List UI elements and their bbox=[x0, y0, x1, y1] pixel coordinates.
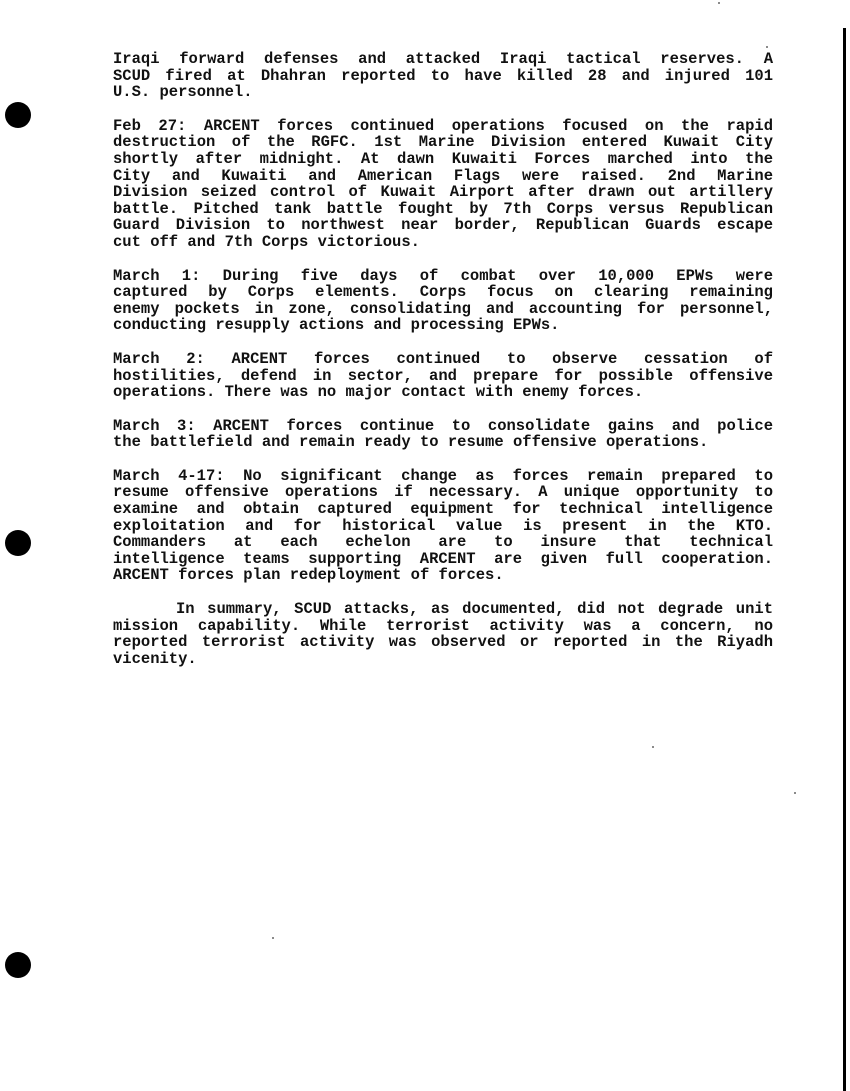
scan-speck bbox=[272, 937, 274, 939]
text-line: ARCENT forces plan redeployment of forces. bbox=[113, 566, 504, 585]
text-line: reported terrorist activity was observed or reported in the Riyadh bbox=[113, 633, 773, 652]
text-line: mission capability. While terrorist activity was a concern, no bbox=[113, 616, 773, 635]
paragraph-march4-17 bbox=[113, 468, 773, 584]
text-line: the battlefield and remain ready to resume offensive operations. bbox=[113, 433, 709, 452]
text-line: Commanders at each echelon are to insure that technical bbox=[113, 533, 773, 552]
document-body bbox=[113, 51, 773, 684]
text-line: In summary, SCUD attacks, as documented, did not degrade unit bbox=[113, 600, 773, 619]
scan-speck bbox=[652, 746, 654, 748]
text-line: intelligence teams supporting ARCENT are given full cooperation. bbox=[113, 549, 773, 568]
text-line: U.S. personnel. bbox=[113, 83, 253, 102]
text-line: vicenity. bbox=[113, 649, 197, 668]
text-line: captured by Corps elements. Corps focus on clearing remaining bbox=[113, 283, 773, 302]
text-line: Guard Division to northwest near border, Republican Guards escape bbox=[113, 216, 773, 235]
text-line: SCUD fired at Dhahran reported to have killed 28 and injured 101 bbox=[113, 66, 773, 85]
paragraph-march2 bbox=[113, 351, 773, 401]
text-line: Feb 27: ARCENT forces continued operations focused on the rapid bbox=[113, 116, 773, 135]
text-line: examine and obtain captured equipment for technical intelligence bbox=[113, 500, 773, 519]
text-line: Iraqi forward defenses and attacked Iraqi tactical reserves. A bbox=[113, 50, 773, 68]
punch-hole-bottom bbox=[5, 952, 31, 978]
text-line: resume offensive operations if necessary. A unique opportunity to bbox=[113, 483, 773, 502]
scan-speck bbox=[794, 792, 796, 794]
page-edge-line bbox=[843, 28, 846, 1091]
text-line: conducting resupply actions and processing EPWs. bbox=[113, 316, 560, 335]
text-line: hostilities, defend in sector, and prepare for possible offensive bbox=[113, 366, 773, 385]
text-line: March 1: During five days of combat over 10,000 EPWs were bbox=[113, 266, 773, 285]
scan-speck bbox=[766, 46, 768, 48]
text-line: City and Kuwaiti and American Flags were raised. 2nd Marine bbox=[113, 166, 773, 185]
text-line: March 4-17: No significant change as forces remain prepared to bbox=[113, 466, 773, 485]
paragraph-march1 bbox=[113, 268, 773, 334]
text-line: battle. Pitched tank battle fought by 7th Corps versus Republican bbox=[113, 199, 773, 218]
punch-hole-top bbox=[5, 102, 31, 128]
paragraph-march3 bbox=[113, 418, 773, 451]
text-line: March 3: ARCENT forces continue to consolidate gains and police bbox=[113, 416, 773, 435]
text-line: enemy pockets in zone, consolidating and accounting for personnel, bbox=[113, 299, 773, 318]
punch-hole-middle bbox=[5, 530, 31, 556]
paragraph-feb26-cont bbox=[113, 51, 773, 101]
text-line: operations. There was no major contact with enemy forces. bbox=[113, 383, 644, 402]
scan-speck bbox=[718, 2, 720, 4]
paragraph-summary bbox=[113, 601, 773, 667]
text-line: March 2: ARCENT forces continued to observe cessation of bbox=[113, 349, 773, 368]
paragraph-feb27 bbox=[113, 118, 773, 251]
text-line: exploitation and for historical value is present in the KTO. bbox=[113, 516, 773, 535]
text-line: Division seized control of Kuwait Airport after drawn out artillery bbox=[113, 183, 773, 202]
text-line: cut off and 7th Corps victorious. bbox=[113, 232, 420, 251]
text-line: destruction of the RGFC. 1st Marine Division entered Kuwait City bbox=[113, 133, 773, 152]
text-line: shortly after midnight. At dawn Kuwaiti Forces marched into the bbox=[113, 149, 773, 168]
